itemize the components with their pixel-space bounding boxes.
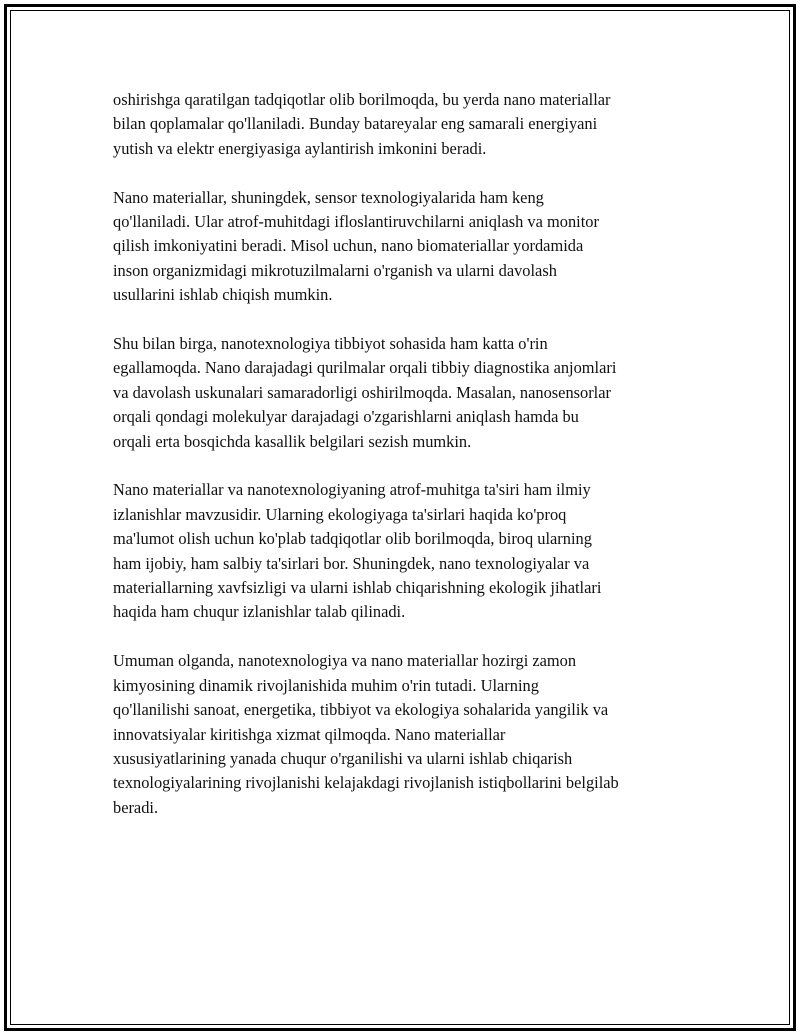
paragraph-sensors: Nano materiallar, shuningdek, sensor texnologiyalarida ham keng qo'llaniladi. Ular atrof-muhitdagi ifloslantiruvchilarni aniqlash va monitor qilish imkoniyatini beradi. Misol uchun, nano biomateriallar yordamida inson organizmidagi mikrotuzilmalarni o'rganish va ularni davolash usullarini ishlab chiqish mumkin. xyxy=(113,187,599,305)
paragraph-medicine: Shu bilan birga, nanotexnologiya tibbiyot sohasida ham katta o'rin egallamoqda. Nano darajadagi qurilmalar orqali tibbiy diagnostika anjomlari va davolash uskunalari samaradorligi oshirilmoqda. Masalan, nanosensorlar orqali qondagi molekulyar darajadagi o'zgarishlarni aniqlash hamda bu orqali erta bosqichda kasallik belgilari sezish mumkin. xyxy=(113,334,617,451)
paragraph-environment: Nano materiallar va nanotexnologiyaning atrof-muhitga ta'siri ham ilmiy izlanishlar mavzusidir. Ularning ekologiyaga ta'sirlari haqida ko'proq ma'lumot olish uchun ko'plab tadqiqotlar olib borilmoqda, biroq ularning ham ijobiy, ham salbiy ta'sirlari bor. Shuningdek, nano texnologiyalar va materiallarning xavfsizligi va ularni ishlab chiqarishning ekologik jihatlari haqida ham chuqur izlanishlar talab qilinadi. xyxy=(113,480,602,622)
paragraph-conclusion: Umuman olganda, nanotexnologiya va nano materiallar hozirgi zamon kimyosining dinamik rivojlanishida muhim o'rin tutadi. Ularning qo'llanilishi sanoat, energetika, tibbiyot va ekologiya sohalarida yangilik va innovatsiyalar kiritishga xizmat qilmoqda. Nano materiallar xususiyatlarining yanada chuqur o'rganilishi va ularni ishlab chiqarish texnologiyalarining rivojlanishi kelajakdagi rivojlanish istiqbollarini belgilab beradi. xyxy=(113,651,619,817)
paragraph-batteries: oshirishga qaratilgan tadqiqotlar olib borilmoqda, bu yerda nano materiallar bilan qoplamalar qo'llaniladi. Bunday batareyalar eng samarali energiyani yutish va elektr energiyasiga aylantirish imkonini beradi. xyxy=(113,90,611,158)
document-body xyxy=(113,88,703,845)
